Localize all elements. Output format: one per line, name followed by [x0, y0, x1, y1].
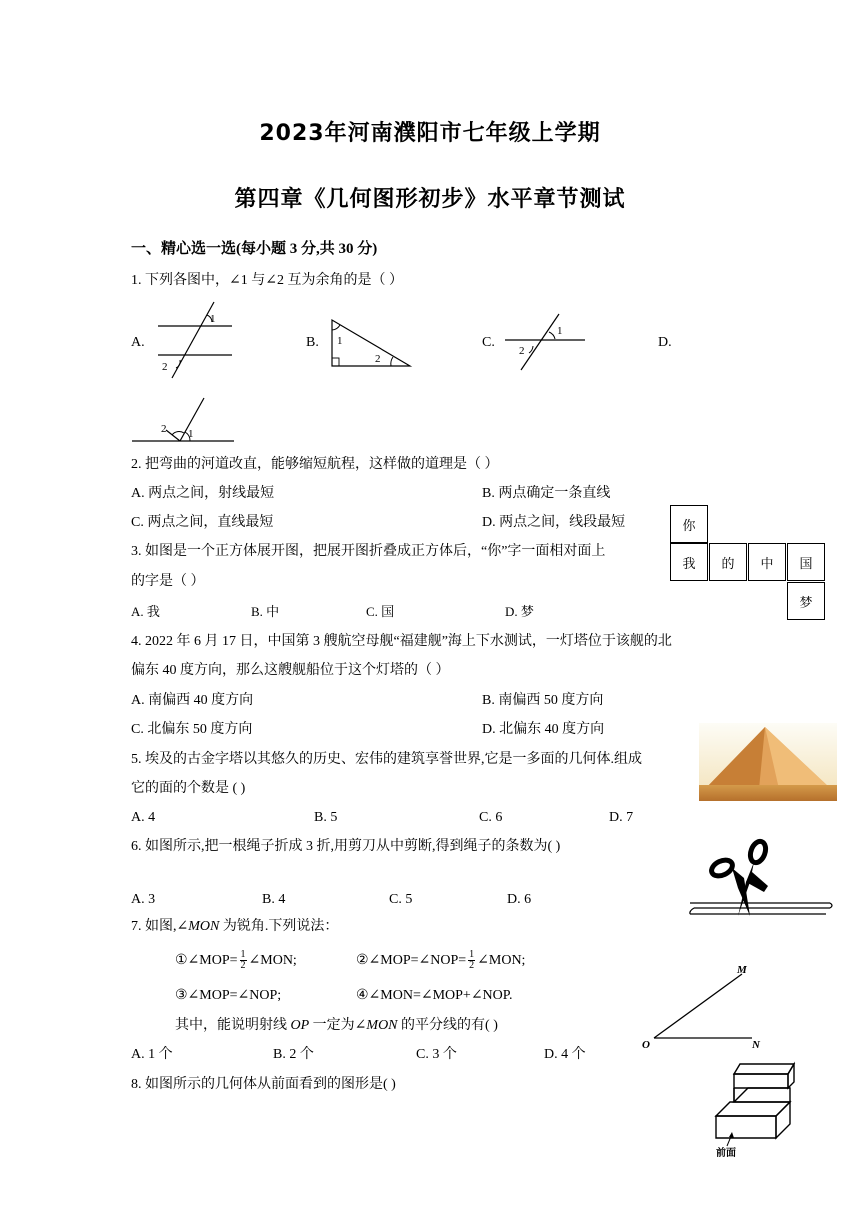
- q5-stem-line2: 它的面的个数是 ( ): [131, 781, 246, 796]
- q1a-label-2: 2: [162, 361, 168, 373]
- q1b-label-2: 2: [375, 353, 381, 365]
- q1-figure-d: [130, 396, 240, 446]
- net-cell-meng: 梦: [787, 582, 825, 620]
- q6-option-d[interactable]: D. 6: [507, 892, 532, 907]
- q1b-label-1: 1: [337, 335, 343, 347]
- q1-stem: 1. 下列各图中，∠1 与∠2 互为余角的是（ ）: [131, 273, 403, 288]
- net-cell-guo: 国: [787, 543, 825, 581]
- q1c-label-2: 2: [519, 345, 525, 357]
- angle-mon-figure: [640, 962, 770, 1052]
- q7-q-var2: MON: [366, 1018, 398, 1033]
- q7-question: [175, 1017, 498, 1035]
- q7-item-1: [175, 950, 297, 972]
- q1d-label-1: 1: [188, 428, 194, 440]
- q8-stem: 8. 如图所示的几何体从前面看到的图形是( ): [131, 1077, 396, 1092]
- solid-figure: [706, 1058, 816, 1158]
- q4-stem-line2: 偏东 40 度方向，那么这艘舰船位于这个灯塔的（ ）: [131, 663, 450, 678]
- q7-stem-var: MON: [188, 919, 220, 934]
- q7-stem-post: 为锐角.下列说法：: [219, 919, 339, 934]
- q2-option-b[interactable]: B. 两点确定一条直线: [482, 486, 611, 501]
- q7-item2-post: ∠MON;: [477, 953, 526, 968]
- q1-figure-a: [150, 300, 260, 380]
- frac-num-2: 1: [469, 949, 475, 961]
- q6-option-b[interactable]: B. 4: [262, 892, 286, 907]
- q1d-label-2: 2: [161, 423, 167, 435]
- q3-stem-line1: 3. 如图是一个正方体展开图，把展开图折叠成正方体后，“你”字一面相对面上: [131, 544, 606, 559]
- q2-stem: 2. 把弯曲的河道改直，能够缩短航程，这样做的道理是（ ）: [131, 457, 499, 472]
- q6-option-c[interactable]: C. 5: [389, 892, 413, 907]
- q7-q-mid: 一定为∠: [309, 1018, 367, 1033]
- q1-figure-b: [325, 314, 425, 374]
- q1-option-c[interactable]: C.: [482, 335, 495, 350]
- q7-item1-pre: ①∠MOP=: [175, 953, 238, 968]
- q7-option-a[interactable]: A. 1 个: [131, 1047, 173, 1062]
- q5-stem-line1: 5. 埃及的古金字塔以其悠久的历史、宏伟的建筑享誉世界,它是一多面的几何体.组成: [131, 752, 642, 767]
- q4-option-b[interactable]: B. 南偏西 50 度方向: [482, 693, 604, 708]
- scissors-rope-figure: [688, 838, 838, 918]
- q3-option-b[interactable]: B. 中: [251, 604, 280, 619]
- q4-option-c[interactable]: C. 北偏东 50 度方向: [131, 722, 253, 737]
- pyramid-image: [699, 723, 837, 801]
- q3-option-a[interactable]: A. 我: [131, 604, 160, 619]
- q5-option-b[interactable]: B. 5: [314, 810, 338, 825]
- net-cell-zhong: 中: [748, 543, 786, 581]
- q1-option-a[interactable]: A.: [131, 335, 145, 350]
- label-o: O: [642, 1039, 650, 1051]
- q7-item1-post: ∠MON;: [248, 953, 297, 968]
- page-title: 2023年河南濮阳市七年级上学期: [259, 121, 601, 146]
- q7-option-c[interactable]: C. 3 个: [416, 1047, 457, 1062]
- label-m: M: [737, 964, 747, 976]
- q5-option-d[interactable]: D. 7: [609, 810, 634, 825]
- frac-den: 2: [240, 960, 246, 972]
- q7-q-var1: OP: [290, 1018, 310, 1033]
- q1c-label-1: 1: [557, 325, 563, 337]
- front-label: 前面: [716, 1148, 736, 1159]
- q7-stem-pre: 7. 如图,∠: [131, 919, 189, 934]
- label-n: N: [752, 1039, 760, 1051]
- q7-item-2: [356, 950, 525, 972]
- q6-stem: 6. 如图所示,把一根绳子折成 3 折,用剪刀从中剪断,得到绳子的条数为( ): [131, 839, 561, 854]
- q7-q-pre: 其中，能说明射线: [175, 1018, 291, 1033]
- frac-den-2: 2: [469, 960, 475, 972]
- q5-option-a[interactable]: A. 4: [131, 810, 156, 825]
- q7-option-d[interactable]: D. 4 个: [544, 1047, 586, 1062]
- q3-stem-line2: 的字是（ ）: [131, 574, 205, 589]
- net-cell-wo: 我: [670, 543, 708, 581]
- q6-option-a[interactable]: A. 3: [131, 892, 156, 907]
- q7-item-4: ④∠MON=∠MOP+∠NOP.: [356, 988, 513, 1003]
- q7-item2-pre: ②∠MOP=∠NOP=: [356, 953, 467, 968]
- q5-option-c[interactable]: C. 6: [479, 810, 503, 825]
- q2-option-c[interactable]: C. 两点之间，直线最短: [131, 515, 274, 530]
- fraction-half: [240, 950, 247, 971]
- net-cell-de: 的: [709, 543, 747, 581]
- q1-option-b[interactable]: B.: [306, 335, 319, 350]
- fraction-half-2: [468, 950, 475, 971]
- q3-option-d[interactable]: D. 梦: [505, 604, 534, 619]
- frac-num: 1: [240, 949, 246, 961]
- q7-stem: [131, 918, 338, 936]
- q7-q-post: 的平分线的有( ): [397, 1018, 498, 1033]
- q7-item-3: ③∠MOP=∠NOP;: [175, 988, 282, 1003]
- q4-option-d[interactable]: D. 北偏东 40 度方向: [482, 722, 605, 737]
- q2-option-a[interactable]: A. 两点之间，射线最短: [131, 486, 275, 501]
- q4-option-a[interactable]: A. 南偏西 40 度方向: [131, 693, 254, 708]
- q1-option-d[interactable]: D.: [658, 335, 672, 350]
- page-subtitle: 第四章《几何图形初步》水平章节测试: [234, 187, 626, 212]
- q3-option-c[interactable]: C. 国: [366, 604, 395, 619]
- q1-figure-c: [505, 312, 605, 372]
- q2-option-d[interactable]: D. 两点之间，线段最短: [482, 515, 626, 530]
- q1a-label-1: 1: [210, 313, 216, 325]
- net-cell-ni: 你: [670, 505, 708, 543]
- q4-stem-line1: 4. 2022 年 6 月 17 日，中国第 3 艘航空母舰“福建舰”海上下水测试，一灯塔位于该舰的北: [131, 634, 672, 649]
- section-heading: 一、精心选一选(每小题 3 分,共 30 分): [131, 241, 378, 257]
- q7-option-b[interactable]: B. 2 个: [273, 1047, 314, 1062]
